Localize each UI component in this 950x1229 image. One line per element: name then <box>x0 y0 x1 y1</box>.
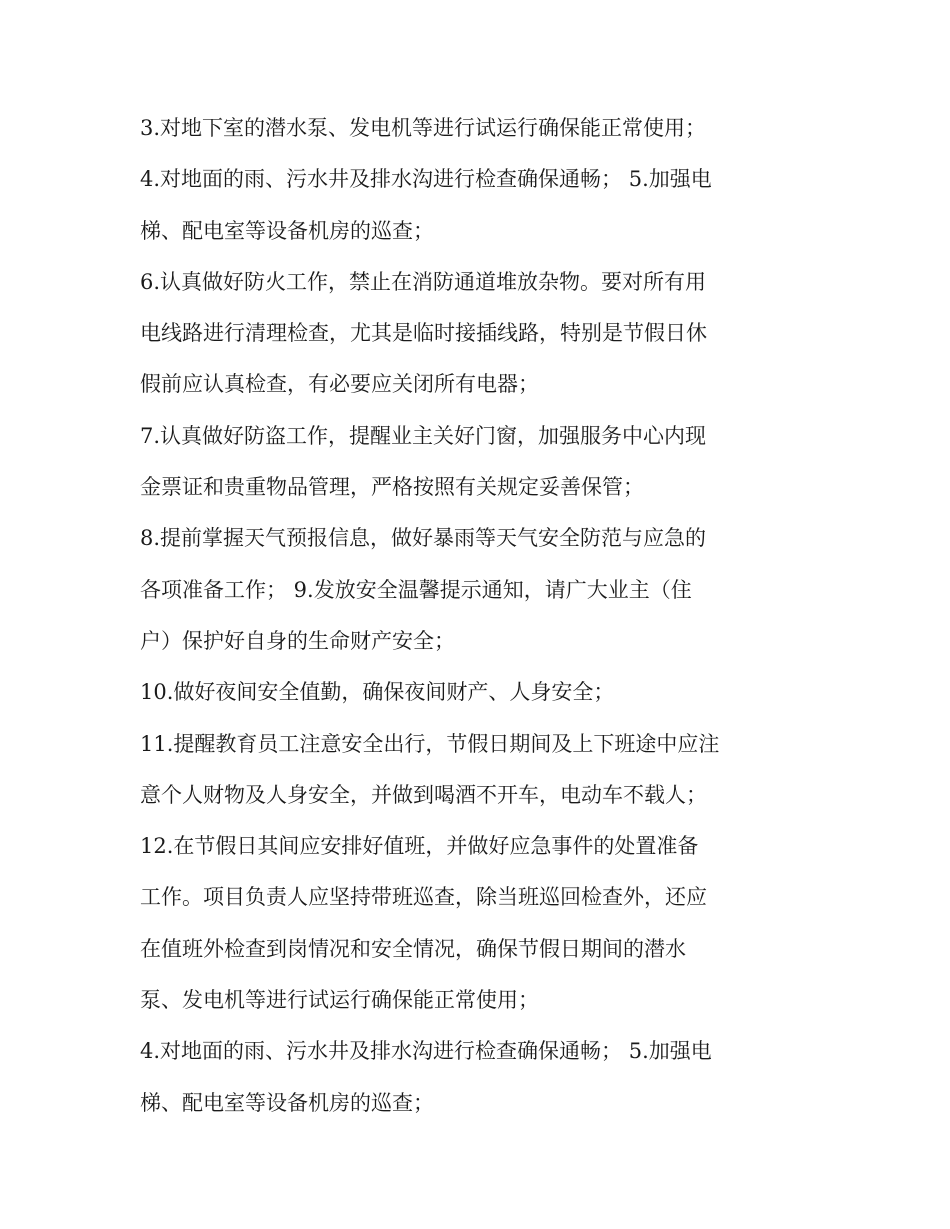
text-line: 梯、配电室等设备机房的巡查； <box>140 1090 434 1115</box>
text-line: 电线路进行清理检查，尤其是临时接插线路，特别是节假日休 <box>140 321 707 346</box>
text-line: 7.认真做好防盗工作，提醒业主关好门窗，加强服务中心内现 <box>140 423 707 448</box>
text-line: 假前应认真检查，有必要应关闭所有电器； <box>140 372 539 397</box>
text-line: 泵、发电机等进行试运行确保能正常使用； <box>140 988 539 1013</box>
text-line: 金票证和贵重物品管理，严格按照有关规定妥善保管； <box>140 475 644 500</box>
text-line: 户）保护好自身的生命财产安全； <box>140 628 455 653</box>
text-line: 6.认真做好防火工作，禁止在消防通道堆放杂物。要对所有用 <box>140 269 707 294</box>
text-line: 3.对地下室的潜水泵、发电机等进行试运行确保能正常使用； <box>140 116 707 140</box>
text-line: 4.对地面的雨、污水井及排水沟进行检查确保通畅； 5.加强电 <box>140 167 712 192</box>
text-line: 意个人财物及人身安全，并做到喝酒不开车，电动车不载人； <box>140 782 707 807</box>
text-line: 10.做好夜间安全值勤，确保夜间财产、人身安全； <box>140 680 615 705</box>
text-line: 12.在节假日其间应安排好值班，并做好应急事件的处置准备 <box>140 834 699 859</box>
text-line: 梯、配电室等设备机房的巡查； <box>140 218 434 243</box>
text-line: 4.对地面的雨、污水井及排水沟进行检查确保通畅； 5.加强电 <box>140 1039 712 1064</box>
text-line: 各项准备工作； 9.发放安全温馨提示通知，请广大业主（住 <box>140 577 692 602</box>
text-line: 8.提前掌握天气预报信息，做好暴雨等天气安全防范与应急的 <box>140 526 707 551</box>
document-body <box>140 103 820 1129</box>
text-line: 工作。项目负责人应坚持带班巡查，除当班巡回检查外，还应 <box>140 885 707 910</box>
text-line: 11.提醒教育员工注意安全出行，节假日期间及上下班途中应注 <box>140 731 720 756</box>
text-line: 在值班外检查到岗情况和安全情况，确保节假日期间的潜水 <box>140 936 686 961</box>
